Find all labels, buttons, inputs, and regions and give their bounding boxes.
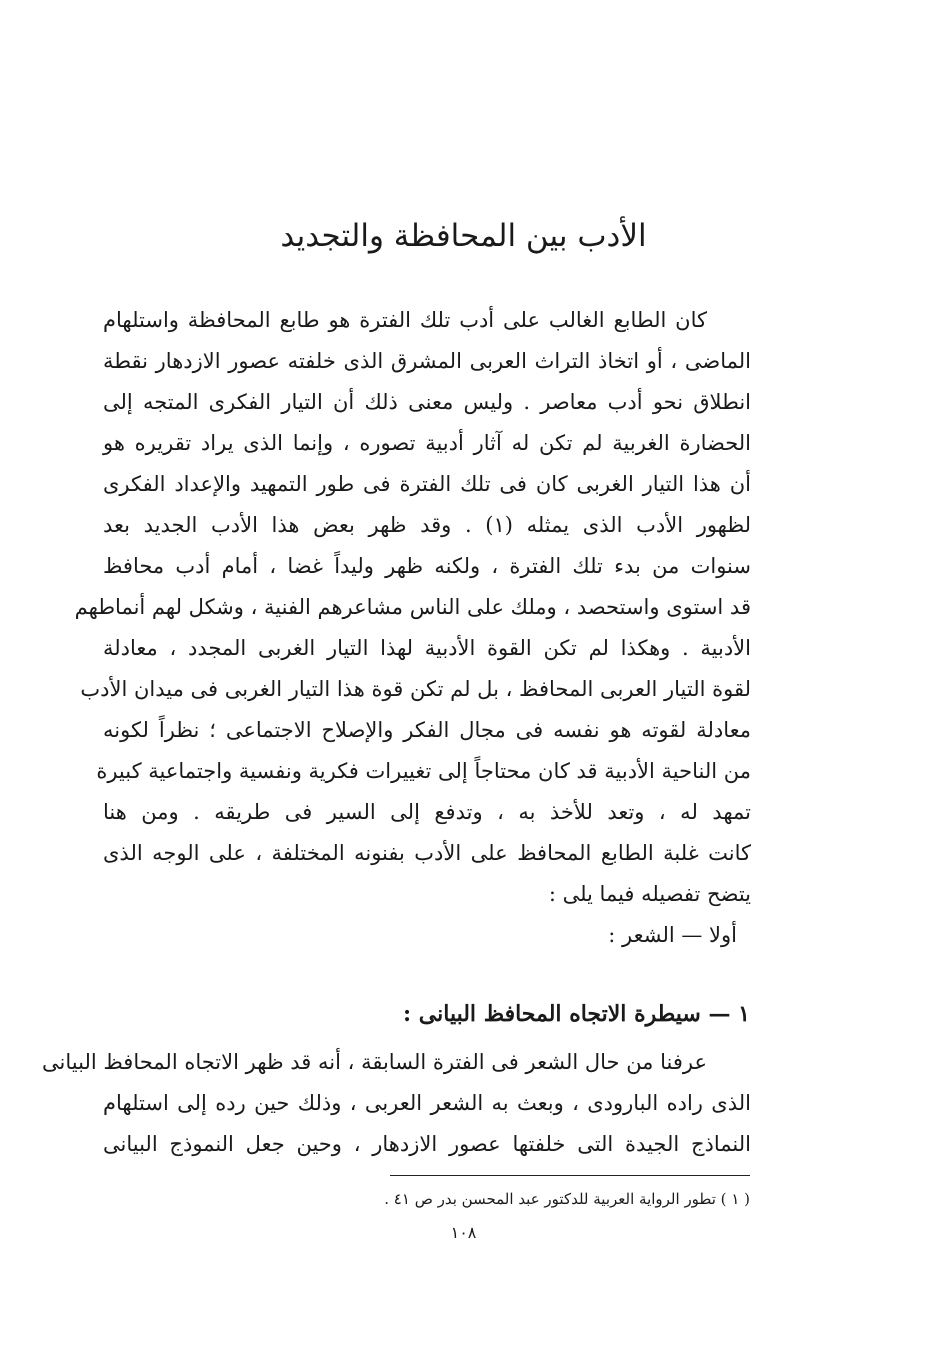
paragraph-line: أن هذا التيار الغربى كان فى تلك الفترة فى طور التمهيد والإعداد الفكرى (103, 472, 751, 496)
paragraph-line: سنوات من بدء تلك الفترة ، ولكنه ظهر وليداً غضا ، أمام أدب محافظ (103, 554, 751, 578)
page-number: ١٠٨ (450, 1223, 477, 1242)
paragraph-line: الأدبية . وهكذا لم تكن القوة الأدبية لهذا التيار الغربى المجدد ، معادلة (103, 636, 751, 660)
footnote: ( ١ ) تطور الرواية العربية للدكتور عبد المحسن بدر ص ٤١ . (384, 1190, 750, 1208)
chapter-title: الأدب بين المحافظة والتجديد (280, 218, 647, 254)
section-heading: ١ — سيطرة الاتجاه المحافظ البيانى : (403, 1001, 750, 1027)
paragraph-line: لظهور الأدب الذى يمثله (١) . وقد ظهر بعض هذا الأدب الجديد بعد (103, 513, 751, 537)
paragraph-line: الماضى ، أو اتخاذ التراث العربى المشرق الذى خلفته عصور الازدهار نقطة (103, 349, 751, 373)
paragraph-line: انطلاق نحو أدب معاصر . وليس معنى ذلك أن التيار الفكرى المتجه إلى (103, 390, 751, 414)
paragraph-line: من الناحية الأدبية قد كان محتاجاً إلى تغييرات فكرية ونفسية واجتماعية كبيرة (96, 759, 751, 783)
subheading-poetry: أولا — الشعر : (608, 923, 737, 947)
paragraph-line: الحضارة الغربية لم تكن له آثار أدبية تصوره ، وإنما الذى يراد تقريره هو (103, 431, 751, 455)
paragraph-line: معادلة لقوته هو نفسه فى مجال الفكر والإصلاح الاجتماعى ؛ نظراً لكونه (103, 718, 751, 742)
paragraph-line: كان الطابع الغالب على أدب تلك الفترة هو طابع المحافظة واستلهام (103, 308, 707, 332)
paragraph-line: يتضح تفصيله فيما يلى : (548, 882, 751, 906)
paragraph-2 (42, 1042, 751, 1165)
footnote-divider (390, 1175, 750, 1176)
paragraph-1 (74, 300, 751, 956)
paragraph-line: النماذج الجيدة التى خلفتها عصور الازدهار ، وحين جعل النموذج البيانى (103, 1132, 751, 1156)
paragraph-line: عرفنا من حال الشعر فى الفترة السابقة ، أنه قد ظهر الاتجاه المحافظ البيانى (42, 1050, 707, 1074)
paragraph-line: تمهد له ، وتعد للأخذ به ، وتدفع إلى السير فى طريقه . ومن هنا (103, 800, 751, 824)
paragraph-line: قد استوى واستحصد ، وملك على الناس مشاعرهم الفنية ، وشكل لهم أنماطهم (74, 595, 751, 619)
paragraph-line: لقوة التيار العربى المحافظ ، بل لم تكن قوة هذا التيار الغربى فى ميدان الأدب (80, 677, 751, 701)
paragraph-line: كانت غلبة الطابع المحافظ على الأدب بفنونه المختلفة ، على الوجه الذى (103, 841, 751, 865)
paragraph-line: الذى راده البارودى ، وبعث به الشعر العربى ، وذلك حين رده إلى استلهام (103, 1091, 751, 1115)
